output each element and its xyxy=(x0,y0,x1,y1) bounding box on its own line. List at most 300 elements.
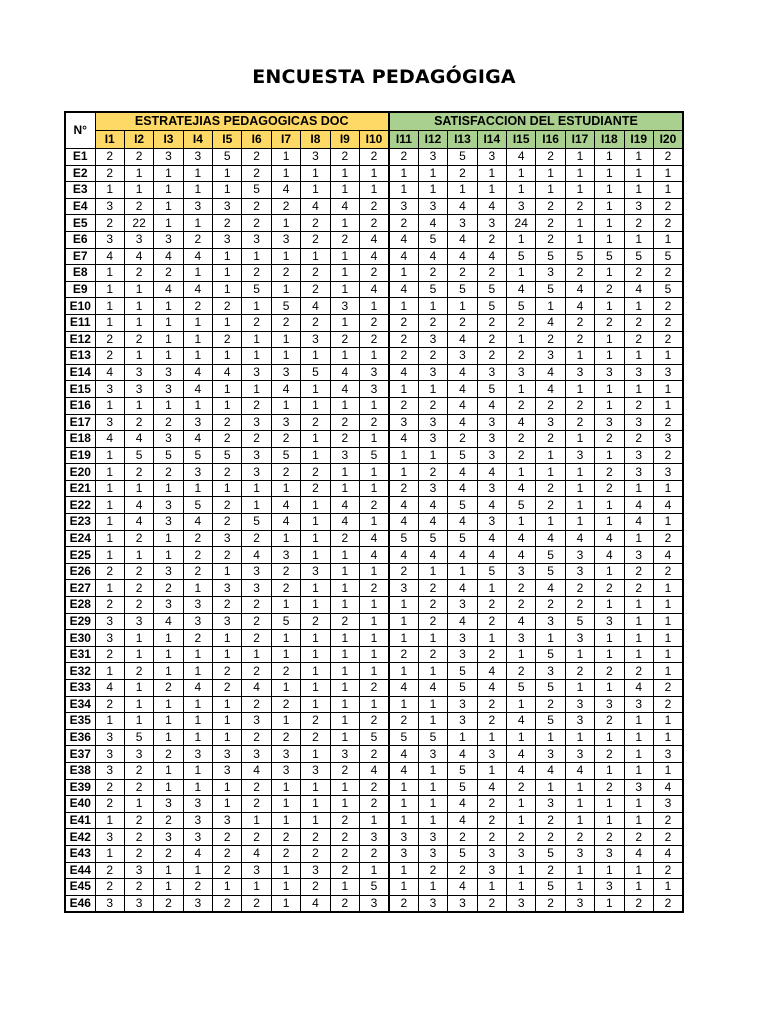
table-cell: 2 xyxy=(154,845,183,862)
table-cell: 2 xyxy=(507,580,536,597)
table-cell: 1 xyxy=(183,646,212,663)
table-cell: 3 xyxy=(124,381,153,398)
table-cell: 2 xyxy=(213,414,242,431)
table-cell: 1 xyxy=(595,895,624,912)
table-cell: 4 xyxy=(507,746,536,763)
table-cell: 1 xyxy=(154,530,183,547)
table-cell: 1 xyxy=(271,331,300,348)
table-cell: 1 xyxy=(301,796,330,813)
table-cell: 1 xyxy=(301,182,330,199)
table-cell: 1 xyxy=(330,480,359,497)
table-cell: 5 xyxy=(448,530,477,547)
table-cell: 3 xyxy=(95,381,124,398)
row-id: E32 xyxy=(65,663,95,680)
table-cell: 2 xyxy=(330,331,359,348)
table-cell: 4 xyxy=(360,547,389,564)
table-cell: 1 xyxy=(595,331,624,348)
table-cell: 3 xyxy=(330,298,359,315)
table-cell: 3 xyxy=(301,331,330,348)
table-cell: 3 xyxy=(242,563,271,580)
table-cell: 2 xyxy=(389,348,418,365)
table-cell: 1 xyxy=(565,165,594,182)
table-cell: 1 xyxy=(565,215,594,232)
table-cell: 1 xyxy=(565,480,594,497)
table-cell: 2 xyxy=(183,298,212,315)
table-cell: 4 xyxy=(565,762,594,779)
table-cell: 4 xyxy=(507,762,536,779)
table-cell: 2 xyxy=(653,314,682,331)
table-cell: 1 xyxy=(624,298,653,315)
table-cell: 2 xyxy=(653,265,682,282)
table-cell: 1 xyxy=(330,779,359,796)
table-cell: 4 xyxy=(448,364,477,381)
table-cell: 2 xyxy=(242,397,271,414)
table-cell: 5 xyxy=(507,248,536,265)
table-cell: 2 xyxy=(624,563,653,580)
table-cell: 5 xyxy=(448,762,477,779)
table-cell: 1 xyxy=(242,480,271,497)
table-cell: 5 xyxy=(242,281,271,298)
table-cell: 1 xyxy=(389,265,418,282)
table-cell: 1 xyxy=(536,464,565,481)
table-cell: 1 xyxy=(124,547,153,564)
table-cell: 2 xyxy=(242,729,271,746)
table-cell: 2 xyxy=(389,895,418,912)
table-cell: 3 xyxy=(418,431,447,448)
table-row xyxy=(65,630,683,647)
table-row xyxy=(65,762,683,779)
table-cell: 1 xyxy=(624,713,653,730)
table-cell: 2 xyxy=(653,895,682,912)
table-cell: 2 xyxy=(507,314,536,331)
table-cell: 1 xyxy=(124,348,153,365)
table-cell: 3 xyxy=(624,464,653,481)
table-cell: 1 xyxy=(624,630,653,647)
table-cell: 3 xyxy=(389,198,418,215)
table-cell: 1 xyxy=(653,646,682,663)
table-cell: 2 xyxy=(124,762,153,779)
table-cell: 2 xyxy=(565,580,594,597)
table-cell: 1 xyxy=(418,165,447,182)
table-cell: 4 xyxy=(418,514,447,531)
table-cell: 2 xyxy=(242,796,271,813)
table-cell: 3 xyxy=(624,414,653,431)
table-cell: 1 xyxy=(595,862,624,879)
table-cell: 2 xyxy=(95,149,124,166)
table-cell: 1 xyxy=(330,348,359,365)
item-header: I14 xyxy=(477,131,506,149)
table-cell: 3 xyxy=(418,845,447,862)
table-cell: 2 xyxy=(360,796,389,813)
item-header: I19 xyxy=(624,131,653,149)
table-row xyxy=(65,149,683,166)
table-cell: 3 xyxy=(242,447,271,464)
row-id: E46 xyxy=(65,895,95,912)
row-id: E14 xyxy=(65,364,95,381)
table-cell: 4 xyxy=(448,414,477,431)
table-cell: 2 xyxy=(565,414,594,431)
table-cell: 3 xyxy=(418,149,447,166)
table-cell: 1 xyxy=(507,464,536,481)
table-cell: 5 xyxy=(418,231,447,248)
row-id: E18 xyxy=(65,431,95,448)
table-cell: 1 xyxy=(183,696,212,713)
table-cell: 3 xyxy=(624,547,653,564)
table-cell: 3 xyxy=(477,480,506,497)
table-cell: 1 xyxy=(477,630,506,647)
table-cell: 3 xyxy=(653,464,682,481)
table-cell: 2 xyxy=(653,812,682,829)
table-cell: 4 xyxy=(124,497,153,514)
row-id: E30 xyxy=(65,630,95,647)
table-cell: 4 xyxy=(95,364,124,381)
header-item-row xyxy=(65,131,683,149)
row-id: E27 xyxy=(65,580,95,597)
table-cell: 2 xyxy=(183,630,212,647)
table-cell: 3 xyxy=(418,746,447,763)
table-cell: 5 xyxy=(536,547,565,564)
header-group-row xyxy=(65,112,683,131)
table-cell: 1 xyxy=(330,713,359,730)
table-cell: 3 xyxy=(95,414,124,431)
table-cell: 1 xyxy=(330,215,359,232)
table-cell: 3 xyxy=(330,746,359,763)
table-cell: 1 xyxy=(183,331,212,348)
table-cell: 2 xyxy=(213,547,242,564)
table-cell: 3 xyxy=(565,895,594,912)
table-cell: 3 xyxy=(595,696,624,713)
table-cell: 2 xyxy=(653,530,682,547)
table-cell: 2 xyxy=(271,198,300,215)
table-cell: 4 xyxy=(624,680,653,697)
table-cell: 1 xyxy=(330,281,359,298)
table-cell: 1 xyxy=(213,248,242,265)
table-cell: 1 xyxy=(95,845,124,862)
table-cell: 1 xyxy=(653,663,682,680)
table-cell: 1 xyxy=(301,348,330,365)
table-cell: 3 xyxy=(154,829,183,846)
table-cell: 2 xyxy=(242,696,271,713)
table-cell: 1 xyxy=(595,812,624,829)
table-cell: 4 xyxy=(301,895,330,912)
row-id: E13 xyxy=(65,348,95,365)
table-cell: 2 xyxy=(389,397,418,414)
item-header: I18 xyxy=(595,131,624,149)
table-cell: 1 xyxy=(183,779,212,796)
table-cell: 2 xyxy=(418,397,447,414)
table-row xyxy=(65,746,683,763)
table-cell: 1 xyxy=(360,862,389,879)
table-cell: 4 xyxy=(448,464,477,481)
table-cell: 1 xyxy=(565,381,594,398)
table-cell: 3 xyxy=(183,464,212,481)
table-cell: 3 xyxy=(183,613,212,630)
table-cell: 2 xyxy=(595,580,624,597)
table-cell: 2 xyxy=(360,680,389,697)
table-cell: 2 xyxy=(477,713,506,730)
table-cell: 3 xyxy=(448,713,477,730)
table-cell: 1 xyxy=(242,812,271,829)
table-cell: 1 xyxy=(301,696,330,713)
table-cell: 2 xyxy=(536,431,565,448)
table-cell: 3 xyxy=(477,746,506,763)
table-cell: 2 xyxy=(330,845,359,862)
table-cell: 2 xyxy=(124,414,153,431)
table-cell: 3 xyxy=(213,613,242,630)
table-cell: 2 xyxy=(389,215,418,232)
table-cell: 1 xyxy=(154,762,183,779)
table-cell: 2 xyxy=(536,895,565,912)
table-cell: 1 xyxy=(242,248,271,265)
table-cell: 3 xyxy=(595,845,624,862)
table-cell: 5 xyxy=(124,447,153,464)
table-cell: 1 xyxy=(271,480,300,497)
table-cell: 3 xyxy=(242,713,271,730)
table-cell: 2 xyxy=(301,265,330,282)
table-cell: 1 xyxy=(653,348,682,365)
table-cell: 2 xyxy=(595,663,624,680)
table-cell: 2 xyxy=(213,597,242,614)
table-cell: 3 xyxy=(95,746,124,763)
table-cell: 4 xyxy=(448,198,477,215)
table-cell: 3 xyxy=(154,231,183,248)
table-cell: 1 xyxy=(242,331,271,348)
table-cell: 1 xyxy=(213,281,242,298)
table-row xyxy=(65,563,683,580)
table-cell: 1 xyxy=(301,630,330,647)
table-cell: 3 xyxy=(448,696,477,713)
table-cell: 1 xyxy=(330,547,359,564)
table-cell: 3 xyxy=(448,630,477,647)
table-cell: 1 xyxy=(301,746,330,763)
table-cell: 1 xyxy=(565,646,594,663)
table-cell: 2 xyxy=(330,829,359,846)
table-cell: 2 xyxy=(330,812,359,829)
table-cell: 5 xyxy=(653,281,682,298)
table-cell: 1 xyxy=(507,182,536,199)
table-cell: 1 xyxy=(624,182,653,199)
table-cell: 3 xyxy=(242,364,271,381)
table-cell: 1 xyxy=(595,563,624,580)
table-cell: 2 xyxy=(124,779,153,796)
table-cell: 1 xyxy=(507,812,536,829)
table-cell: 3 xyxy=(183,812,212,829)
table-cell: 1 xyxy=(271,281,300,298)
table-cell: 2 xyxy=(653,149,682,166)
table-cell: 4 xyxy=(536,381,565,398)
table-cell: 2 xyxy=(595,281,624,298)
table-cell: 1 xyxy=(271,713,300,730)
table-cell: 3 xyxy=(183,829,212,846)
table-cell: 1 xyxy=(183,729,212,746)
row-id: E24 xyxy=(65,530,95,547)
table-cell: 3 xyxy=(653,431,682,448)
table-cell: 2 xyxy=(418,597,447,614)
table-cell: 4 xyxy=(507,530,536,547)
row-id: E20 xyxy=(65,464,95,481)
table-cell: 3 xyxy=(653,364,682,381)
table-cell: 5 xyxy=(124,729,153,746)
table-cell: 1 xyxy=(389,696,418,713)
table-cell: 5 xyxy=(213,447,242,464)
item-header: I13 xyxy=(448,131,477,149)
table-cell: 4 xyxy=(301,298,330,315)
table-cell: 2 xyxy=(301,414,330,431)
table-cell: 2 xyxy=(536,149,565,166)
row-id: E44 xyxy=(65,862,95,879)
table-cell: 4 xyxy=(389,497,418,514)
table-cell: 4 xyxy=(389,547,418,564)
table-cell: 1 xyxy=(595,796,624,813)
table-cell: 1 xyxy=(653,762,682,779)
table-cell: 1 xyxy=(242,497,271,514)
table-cell: 2 xyxy=(477,646,506,663)
table-cell: 5 xyxy=(536,879,565,896)
table-cell: 4 xyxy=(389,746,418,763)
table-cell: 5 xyxy=(271,613,300,630)
table-cell: 4 xyxy=(124,248,153,265)
table-cell: 1 xyxy=(330,696,359,713)
row-id: E33 xyxy=(65,680,95,697)
table-cell: 2 xyxy=(653,563,682,580)
table-header xyxy=(65,112,683,149)
table-cell: 1 xyxy=(595,514,624,531)
table-cell: 1 xyxy=(653,514,682,531)
table-cell: 2 xyxy=(595,314,624,331)
row-id: E1 xyxy=(65,149,95,166)
table-cell: 1 xyxy=(653,879,682,896)
table-row xyxy=(65,547,683,564)
table-cell: 1 xyxy=(301,381,330,398)
table-cell: 2 xyxy=(330,613,359,630)
table-cell: 4 xyxy=(271,497,300,514)
table-cell: 4 xyxy=(536,364,565,381)
table-cell: 4 xyxy=(507,281,536,298)
table-cell: 2 xyxy=(360,149,389,166)
table-cell: 4 xyxy=(507,149,536,166)
table-row xyxy=(65,265,683,282)
table-row xyxy=(65,231,683,248)
table-cell: 3 xyxy=(183,597,212,614)
table-cell: 1 xyxy=(183,265,212,282)
table-cell: 3 xyxy=(507,364,536,381)
table-cell: 4 xyxy=(507,480,536,497)
table-cell: 2 xyxy=(242,149,271,166)
table-cell: 4 xyxy=(271,514,300,531)
table-cell: 2 xyxy=(448,265,477,282)
table-cell: 2 xyxy=(360,845,389,862)
table-row xyxy=(65,597,683,614)
table-cell: 3 xyxy=(536,613,565,630)
table-cell: 2 xyxy=(360,746,389,763)
table-cell: 3 xyxy=(536,663,565,680)
table-cell: 1 xyxy=(154,198,183,215)
table-cell: 4 xyxy=(595,530,624,547)
table-cell: 1 xyxy=(95,812,124,829)
table-cell: 3 xyxy=(360,829,389,846)
table-row xyxy=(65,281,683,298)
table-cell: 1 xyxy=(418,182,447,199)
table-cell: 5 xyxy=(477,563,506,580)
table-row xyxy=(65,480,683,497)
table-cell: 1 xyxy=(448,298,477,315)
table-cell: 5 xyxy=(242,514,271,531)
table-cell: 3 xyxy=(477,447,506,464)
table-cell: 4 xyxy=(271,381,300,398)
table-cell: 3 xyxy=(271,746,300,763)
table-cell: 1 xyxy=(507,165,536,182)
table-cell: 3 xyxy=(418,895,447,912)
table-cell: 2 xyxy=(624,829,653,846)
table-cell: 1 xyxy=(595,397,624,414)
item-header: I10 xyxy=(360,131,389,149)
table-cell: 1 xyxy=(595,182,624,199)
table-cell: 2 xyxy=(95,563,124,580)
table-cell: 1 xyxy=(95,497,124,514)
table-cell: 1 xyxy=(301,514,330,531)
table-cell: 2 xyxy=(213,663,242,680)
table-cell: 4 xyxy=(653,497,682,514)
table-cell: 3 xyxy=(213,231,242,248)
row-id: E26 xyxy=(65,563,95,580)
table-cell: 2 xyxy=(389,563,418,580)
row-id: E37 xyxy=(65,746,95,763)
table-cell: 4 xyxy=(183,381,212,398)
table-cell: 3 xyxy=(418,829,447,846)
table-cell: 1 xyxy=(565,149,594,166)
table-row xyxy=(65,364,683,381)
table-cell: 3 xyxy=(183,414,212,431)
table-cell: 2 xyxy=(213,895,242,912)
table-cell: 1 xyxy=(565,862,594,879)
row-id: E17 xyxy=(65,414,95,431)
table-cell: 1 xyxy=(154,879,183,896)
table-cell: 3 xyxy=(124,613,153,630)
table-cell: 5 xyxy=(271,447,300,464)
table-cell: 1 xyxy=(536,729,565,746)
table-cell: 3 xyxy=(154,364,183,381)
table-cell: 4 xyxy=(536,580,565,597)
table-cell: 2 xyxy=(448,314,477,331)
table-cell: 1 xyxy=(595,149,624,166)
table-cell: 1 xyxy=(653,165,682,182)
table-cell: 1 xyxy=(536,779,565,796)
table-cell: 3 xyxy=(389,829,418,846)
table-cell: 1 xyxy=(330,314,359,331)
table-cell: 5 xyxy=(418,281,447,298)
row-id: E38 xyxy=(65,762,95,779)
table-row xyxy=(65,879,683,896)
table-cell: 5 xyxy=(213,149,242,166)
table-cell: 1 xyxy=(507,862,536,879)
table-cell: 24 xyxy=(507,215,536,232)
table-cell: 1 xyxy=(154,298,183,315)
table-cell: 1 xyxy=(360,663,389,680)
table-cell: 2 xyxy=(213,829,242,846)
table-cell: 1 xyxy=(271,248,300,265)
table-cell: 1 xyxy=(301,547,330,564)
table-cell: 1 xyxy=(389,298,418,315)
table-cell: 2 xyxy=(653,198,682,215)
table-cell: 1 xyxy=(124,480,153,497)
table-cell: 1 xyxy=(389,796,418,813)
table-cell: 2 xyxy=(418,862,447,879)
table-cell: 1 xyxy=(565,514,594,531)
table-cell: 2 xyxy=(271,663,300,680)
row-id: E7 xyxy=(65,248,95,265)
table-cell: 3 xyxy=(242,746,271,763)
table-cell: 3 xyxy=(360,381,389,398)
